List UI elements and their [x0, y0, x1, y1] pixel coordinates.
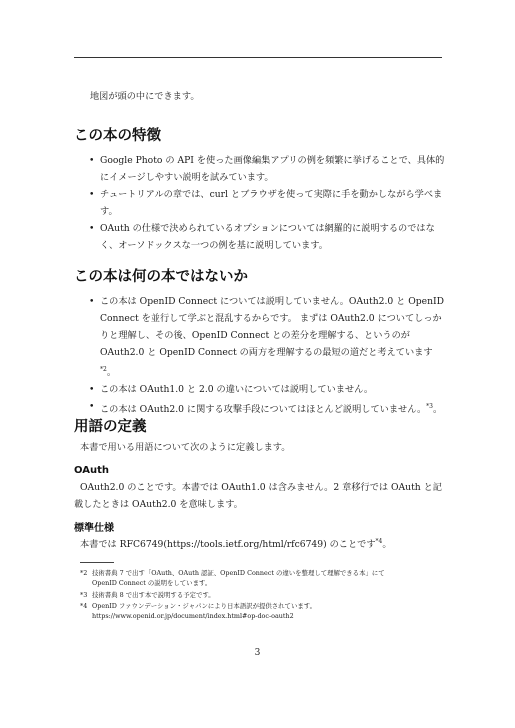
- terms-intro: 本書で用いる用語について次のように定義します。: [80, 442, 291, 453]
- footnote-mark: *4: [80, 602, 88, 610]
- footnote-rule: [80, 562, 114, 563]
- not-list: [74, 293, 446, 418]
- section-title-terms: 用語の定義: [74, 419, 147, 435]
- list-item: • この本は OpenID Connect については説明していません。OAuth2.0 と OpenID Connect を並行して学ぶと混乱するからです。 まずは OAuth2.0 についてしっかりと理解し、その後、OpenID Connect との差分を理解する、というのが OAuth2.0 と OpenID Connect の両方を理解するの最短の道だと考えています$^{*2}$。: [74, 293, 446, 381]
- term-heading-spec: 標準仕様: [74, 523, 114, 534]
- page-number: 3: [254, 648, 261, 658]
- list-item: • この本は OAuth1.0 と 2.0 の違いについては説明していません。: [74, 381, 446, 398]
- features-list: [74, 152, 446, 254]
- list-item: • この本は OAuth2.0 に関する攻撃手段についてはほとんど説明していません。$^{*3}$。: [74, 398, 446, 418]
- header-rule: [74, 57, 442, 58]
- term-heading-oauth: OAuth: [74, 465, 109, 476]
- list-item: • Google Photo の API を使った画像編集アプリの例を頻繁に挙げることで、具体的にイメージしやすい説明を試みています。: [74, 152, 446, 186]
- footnote-url[interactable]: https://www.openid.or.jp/document/index.html#op-doc-oauth2: [92, 612, 294, 620]
- footnote: *2 技術書典 7 で出す「OAuth、OAuth 認証、OpenID Connect の違いを整理して理解できる本」にて OpenID Connect の説明をしています。: [80, 569, 385, 587]
- footnote-ref[interactable]: *2: [100, 366, 107, 373]
- intro-line: 地図が頭の中にできます。: [90, 91, 200, 102]
- footnote-ref[interactable]: *4: [375, 538, 383, 545]
- footnote-mark: *2: [80, 569, 88, 577]
- term-spec-text: 本書では RFC6749(https://tools.ietf.org/html/rfc6749) のことです$^{*4}$。: [80, 538, 392, 551]
- footnote: *3 技術書典 8 で出す本で説明する予定です。: [80, 591, 215, 599]
- section-title-not: この本は何の本ではないか: [74, 269, 248, 285]
- footnote-mark: *3: [80, 591, 88, 599]
- list-item: • OAuth の仕様で決められているオプションについては網羅的に説明するのではなく、オーソドックスな一つの例を基に説明しています。: [74, 220, 446, 254]
- footnote: *4 OpenID ファウンデーション・ジャパンにより日本語訳が提供されています。 https://www.openid.or.jp/document/index.html#op-doc-oauth2: [80, 601, 442, 621]
- section-title-features: この本の特徴: [74, 128, 161, 144]
- term-oauth-line: 載したときは OAuth2.0 を意味します。: [74, 499, 243, 510]
- term-oauth-line: OAuth2.0 のことです。本書では OAuth1.0 は含みません。2 章移行では OAuth と記: [80, 482, 442, 493]
- footnote-ref[interactable]: *3: [426, 403, 433, 411]
- list-item: • チュートリアルの章では、curl とブラウザを使って実際に手を動かしながら学べます。: [74, 186, 446, 220]
